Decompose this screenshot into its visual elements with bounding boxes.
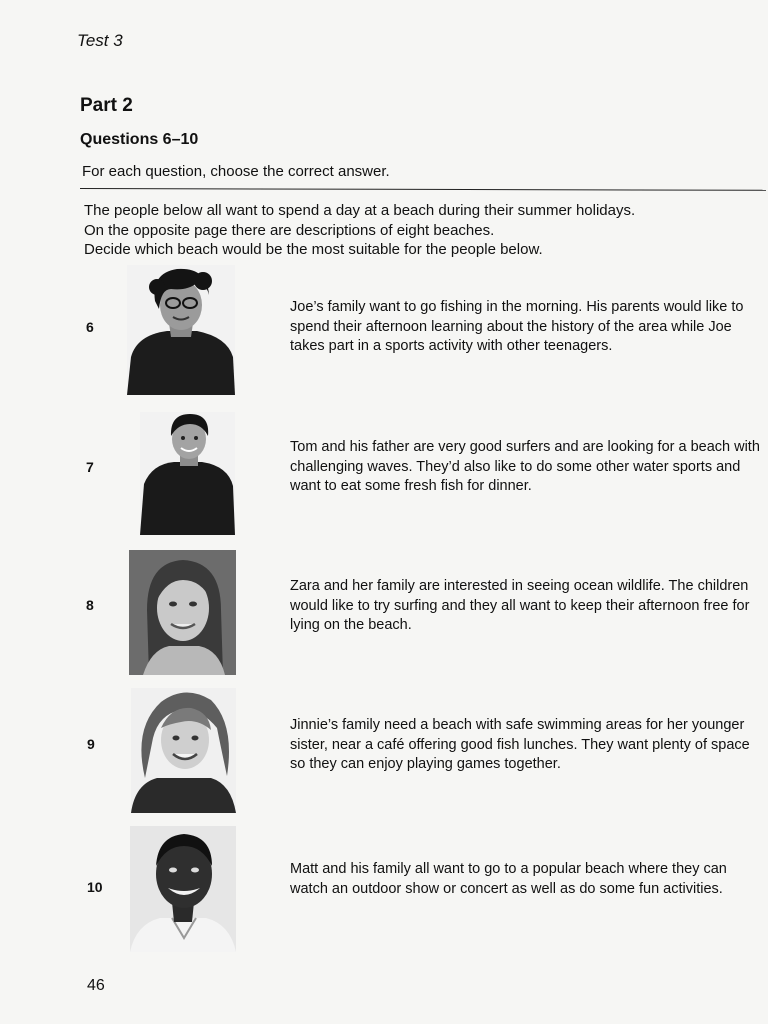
photo-zara xyxy=(129,550,236,675)
question-text-7: Tom and his father are very good surfers and are looking for a beach with challenging waves. They’d also like to do some other water sports and want to eat some fresh fish for dinner. xyxy=(290,439,760,494)
intro-line: Decide which beach would be the most suitable for the people below. xyxy=(84,241,543,258)
intro-line: The people below all want to spend a day at a beach during their summer holidays. xyxy=(84,202,636,219)
person-photo-icon xyxy=(131,688,236,813)
question-text-9: Jinnie’s family need a beach with safe swimming areas for her younger sister, near a café offering good fish lunches. They want plenty of space so they can enjoy playing games together. xyxy=(290,717,750,772)
photo-tom xyxy=(140,412,235,535)
intro-line: On the opposite page there are descriptions of eight beaches. xyxy=(84,221,495,239)
question-number-7: 7 xyxy=(86,459,94,475)
photo-jinnie xyxy=(131,688,236,813)
person-photo-icon xyxy=(130,826,236,952)
test-label: Test 3 xyxy=(77,31,123,50)
page-number: 46 xyxy=(87,977,105,994)
divider-line xyxy=(80,188,766,191)
instruction-text: For each question, choose the correct answer. xyxy=(82,163,390,180)
photo-matt xyxy=(130,826,236,952)
question-text-8: Zara and her family are interested in seeing ocean wildlife. The children would like to try surfing and they all want to keep their afternoon free for lying on the beach. xyxy=(290,578,750,633)
question-number-6: 6 xyxy=(86,319,94,335)
question-range: Questions 6–10 xyxy=(80,131,199,148)
question-number-10: 10 xyxy=(87,879,103,895)
person-photo-icon xyxy=(129,550,236,675)
photo-joe xyxy=(127,265,235,395)
intro-paragraph xyxy=(84,201,724,260)
question-text-6: Joe’s family want to go fishing in the morning. His parents would like to spend their afternoon learning about the history of the area while Joe takes part in a sports activity with other teenagers. xyxy=(290,299,744,354)
person-photo-icon xyxy=(127,265,235,395)
question-number-8: 8 xyxy=(86,597,94,613)
question-text-10: Matt and his family all want to go to a popular beach where they can watch an outdoor show or concert as well as do some fun activities. xyxy=(290,861,727,897)
question-number-9: 9 xyxy=(87,736,95,752)
person-photo-icon xyxy=(140,412,235,535)
part-title: Part 2 xyxy=(80,95,133,116)
